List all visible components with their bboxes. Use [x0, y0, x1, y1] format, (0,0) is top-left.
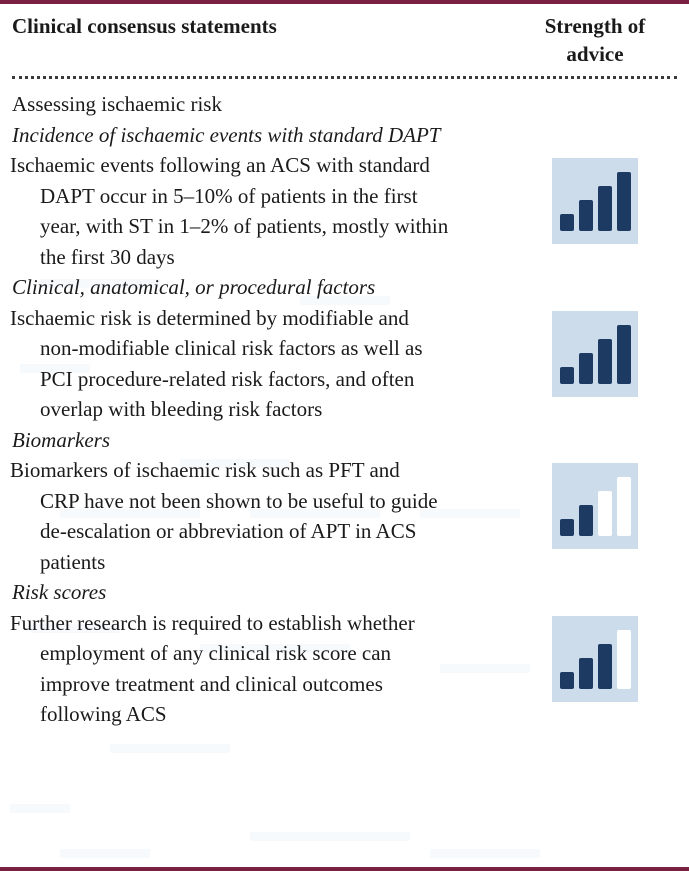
table-row: [10, 303, 679, 425]
statement-line: improve treatment and clinical outcomes: [40, 671, 383, 696]
column-header-strength: [511, 12, 679, 68]
advice-cell: [511, 303, 679, 397]
column-header-strength-line2: advice: [566, 42, 624, 66]
advice-bar-2: [579, 658, 593, 689]
statement-line: PCI procedure-related risk factors, and often: [40, 366, 415, 391]
statement-line: year, with ST in 1–2% of patients, mostly within: [40, 214, 449, 238]
table-row: [10, 150, 679, 272]
table-content: [0, 4, 689, 867]
advice-bar-1: [560, 519, 574, 536]
section-subheading: Biomarkers: [12, 427, 110, 452]
advice-bar-4: [617, 325, 631, 384]
table-row: [10, 89, 679, 120]
advice-cell-empty: [511, 120, 679, 128]
advice-cell-empty: [511, 272, 679, 280]
column-header-strength-line1: Strength of: [544, 14, 646, 38]
header-divider: [12, 76, 677, 79]
table-row: [10, 455, 679, 577]
table-row: [10, 425, 679, 456]
statement-line: Ischaemic events following an ACS with standard: [10, 153, 430, 177]
advice-bar-4: [617, 172, 631, 231]
statement-line: Biomarkers of ischaemic risk such as PFT and: [10, 458, 400, 482]
advice-cell: [511, 150, 679, 244]
strength-of-advice-icon: [552, 311, 638, 397]
advice-bar-1: [560, 367, 574, 384]
table-row: [10, 120, 679, 151]
strength-of-advice-icon: [552, 158, 638, 244]
statement-line: non-modifiable clinical risk factors as well as: [40, 336, 423, 360]
table-row: [10, 577, 679, 608]
table-row: [10, 272, 679, 303]
advice-bar-4: [617, 630, 631, 689]
advice-cell: [511, 608, 679, 702]
strength-of-advice-icon: [552, 616, 638, 702]
statement-line: Further research is required to establish whether: [10, 610, 415, 635]
advice-cell-empty: [511, 425, 679, 433]
statement-line: Ischaemic risk is determined by modifiable and: [10, 305, 409, 330]
table-header-row: [10, 4, 679, 68]
statement-line: CRP have not been shown to be useful to guide: [40, 488, 438, 513]
table-body: [10, 89, 679, 730]
statement-line: patients: [40, 549, 106, 574]
statement-text: [10, 608, 511, 730]
advice-bar-3: [598, 644, 612, 689]
statement-text: [10, 150, 511, 272]
column-header-statements: Clinical consensus statements: [12, 14, 277, 38]
table-row: [10, 608, 679, 730]
advice-cell-empty: [511, 577, 679, 585]
advice-bar-4: [617, 477, 631, 536]
section-subheading: Risk scores: [12, 580, 107, 604]
advice-cell: [511, 455, 679, 549]
advice-bar-3: [598, 186, 612, 231]
section-heading: Assessing ischaemic risk: [12, 92, 222, 116]
advice-bar-3: [598, 491, 612, 536]
statement-line: DAPT occur in 5–10% of patients in the first: [40, 183, 418, 208]
advice-cell-empty: [511, 89, 679, 97]
section-subheading: Incidence of ischaemic events with standard DAPT: [12, 122, 441, 147]
section-subheading: Clinical, anatomical, or procedural factors: [12, 275, 376, 299]
strength-of-advice-icon: [552, 463, 638, 549]
advice-bar-2: [579, 505, 593, 536]
advice-bar-2: [579, 200, 593, 231]
statement-text: [10, 303, 511, 425]
advice-bar-1: [560, 672, 574, 689]
statement-line: the first 30 days: [40, 244, 175, 269]
statement-line: de-escalation or abbreviation of APT in ACS: [40, 519, 417, 543]
advice-bar-3: [598, 339, 612, 384]
statement-line: overlap with bleeding risk factors: [40, 397, 323, 421]
statement-line: employment of any clinical risk score can: [40, 641, 392, 665]
advice-bar-1: [560, 214, 574, 231]
advice-bar-2: [579, 353, 593, 384]
statement-line: following ACS: [40, 702, 167, 726]
statement-text: [10, 455, 511, 577]
